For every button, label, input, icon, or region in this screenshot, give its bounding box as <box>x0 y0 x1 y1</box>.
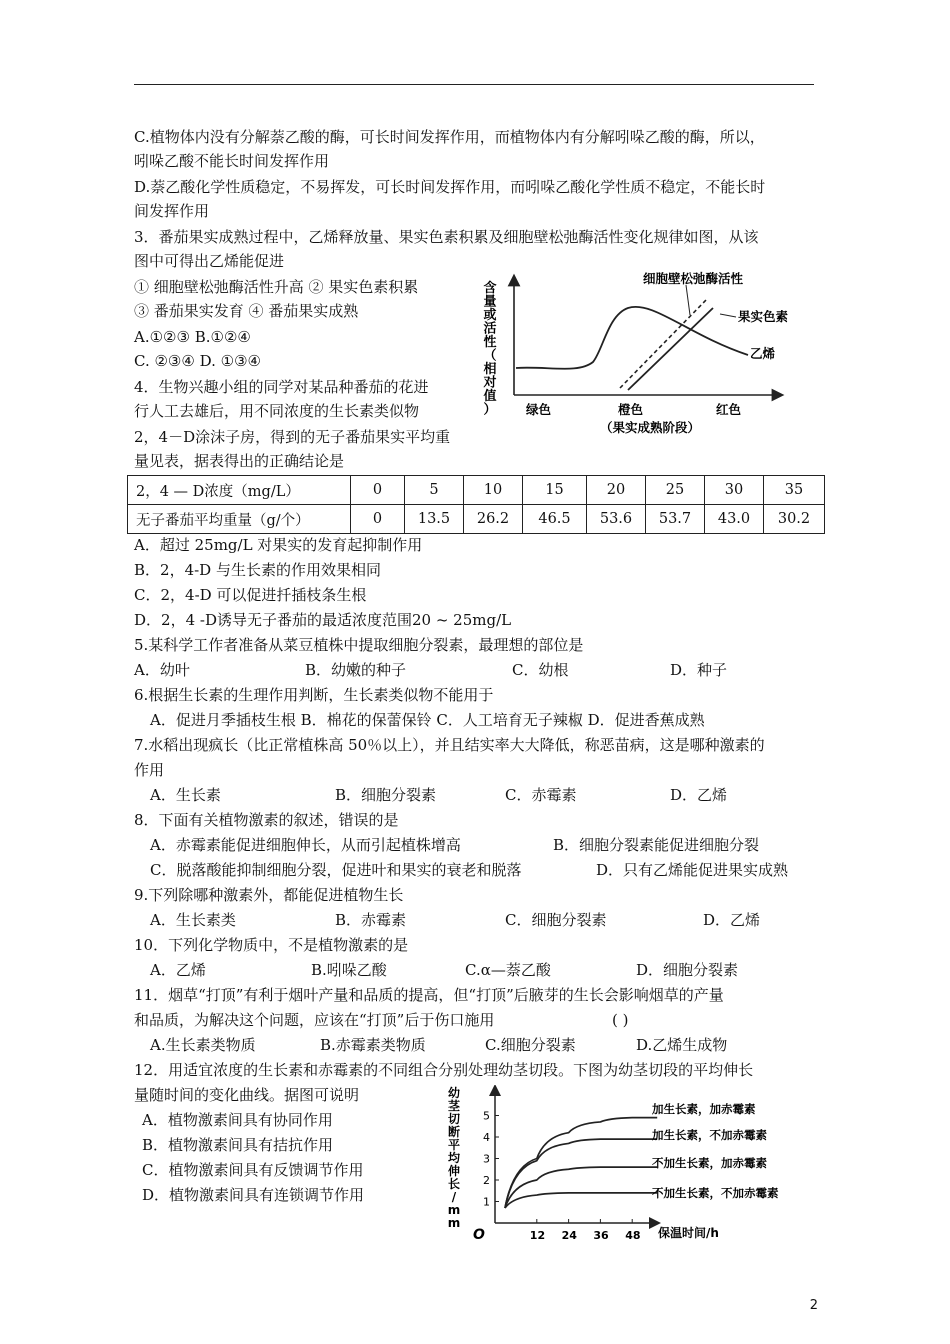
table-cell: 53.6 <box>587 505 646 534</box>
y-axis-label <box>482 280 496 418</box>
question-3-items-1: ① 细胞壁松弛酶活性升高 ② 果实色素积累 <box>134 278 419 296</box>
question-10: 10．下列化学物质中，不是植物激素的是 <box>134 936 409 954</box>
question-4-option-d: D．2，4 -D诱导无子番茄的最适浓度范围20 ~ 25mg/L <box>134 611 512 629</box>
answer-blank: ( ) <box>612 1011 629 1029</box>
y-axis-label-char: （ <box>483 348 497 364</box>
table-cell: 43.0 <box>705 505 764 534</box>
y-axis-label-char: 幼 <box>447 1086 461 1100</box>
option-c-line2: 吲哚乙酸不能长时间发挥作用 <box>134 152 330 170</box>
question-12-option-d: D．植物激素间具有连锁调节作用 <box>142 1186 365 1204</box>
table-cell: 20 <box>587 476 646 505</box>
question-11-option-d: D.乙烯生成物 <box>636 1036 728 1054</box>
y-axis-label-char: 长 <box>447 1177 461 1191</box>
y-axis-label-char: m <box>447 1216 461 1230</box>
y-axis-label-char: 相 <box>483 362 497 377</box>
series-line <box>505 1167 657 1208</box>
table-cell: 30 <box>705 476 764 505</box>
table-row-header: 2，4 — D浓度（mg/L） <box>128 476 351 505</box>
question-12-option-b: B．植物激素间具有拮抗作用 <box>142 1136 334 1154</box>
table-cell: 25 <box>646 476 705 505</box>
question-4-line3: 2，4－D涂沫子房，得到的无子番茄果实平均重 <box>134 428 451 446</box>
question-11-option-b: B.赤霉素类物质 <box>320 1036 426 1054</box>
question-7-line2: 作用 <box>134 761 165 779</box>
table-cell: 5 <box>405 476 464 505</box>
question-3-items-2: ③ 番茄果实发育 ④ 番茄果实成熟 <box>134 302 359 320</box>
question-9-option-d: D．乙烯 <box>703 911 761 929</box>
question-12-line1: 12．用适宜浓度的生长素和赤霉素的不同组合分别处理幼茎切段。下图为幼茎切段的平均伸长 <box>134 1061 754 1079</box>
x-tick-label: 36 <box>593 1229 609 1242</box>
series-label: 不加生长素，不加赤霉素 <box>652 1186 779 1200</box>
data-table <box>127 475 825 534</box>
table-cell: 0 <box>351 476 405 505</box>
question-4-option-a: A．超过 25mg/L 对果实的发育起抑制作用 <box>134 536 423 554</box>
y-tick-label: 5 <box>483 1109 490 1123</box>
question-8-option-d: D．只有乙烯能促进果实成熟 <box>596 861 789 879</box>
question-6-options: A．促进月季插枝生根 B．棉花的保蕾保铃 C．人工培育无子辣椒 D．促进香蕉成熟 <box>150 711 705 729</box>
x-tick-label: O <box>473 1227 485 1243</box>
y-axis-label-char: 切 <box>447 1112 461 1126</box>
question-3-line1: 3．番茄果实成熟过程中，乙烯释放量、果实色素积累及细胞壁松弛酶活性变化规律如图，从该 <box>134 228 759 246</box>
y-axis-label-char: m <box>447 1203 461 1217</box>
table-row <box>128 476 825 505</box>
y-tick-label: 3 <box>483 1152 490 1166</box>
question-7-option-b: B．细胞分裂素 <box>335 786 437 804</box>
ripening-chart <box>478 270 808 445</box>
tick-red: 红色 <box>716 402 742 417</box>
question-3-options-ab: A.①②③ B.①②④ <box>134 328 251 346</box>
question-10-option-c: C.α—萘乙酸 <box>465 961 551 979</box>
question-10-option-a: A．乙烯 <box>150 961 206 979</box>
label-enzyme: 细胞壁松弛酶活性 <box>643 271 744 286</box>
x-axis-label: （果实成熟阶段） <box>600 420 701 435</box>
y-axis-label-char: 断 <box>447 1125 461 1139</box>
question-5-option-d: D．种子 <box>670 661 728 679</box>
question-3-line2: 图中可得出乙烯能促进 <box>134 252 285 270</box>
y-axis-label-char: 活 <box>483 321 497 337</box>
x-tick-label: 12 <box>529 1229 546 1242</box>
question-10-option-b: B.吲哚乙酸 <box>311 961 387 979</box>
question-5-option-c: C．幼根 <box>512 661 569 679</box>
question-11-line1: 11．烟草“打顶”有利于烟叶产量和品质的提高，但“打顶”后腋芽的生长会影响烟草的产量 <box>134 986 724 1004</box>
table-row-header: 无子番茄平均重量（g/个） <box>128 505 351 534</box>
question-11-option-a: A.生长素类物质 <box>150 1036 256 1054</box>
option-d-line2: 间发挥作用 <box>134 202 210 220</box>
table-cell: 46.5 <box>523 505 587 534</box>
series-line <box>505 1118 657 1208</box>
y-axis-label-char: 对 <box>483 375 497 391</box>
y-axis-label-char: 量 <box>483 294 497 310</box>
y-tick-label: 4 <box>483 1131 490 1144</box>
y-axis-label-char: 或 <box>483 308 497 323</box>
y-axis-label-char: 含 <box>483 281 497 296</box>
question-7-option-c: C．赤霉素 <box>505 786 577 804</box>
x-tick-label: 48 <box>625 1229 641 1242</box>
label-ethylene: 乙烯 <box>750 346 776 361</box>
question-5: 5.某科学工作者准备从菜豆植株中提取细胞分裂素，最理想的部位是 <box>134 636 584 654</box>
question-8: 8．下面有关植物激素的叙述，错误的是 <box>134 811 399 829</box>
x-axis-label: 保温时间/h <box>658 1226 719 1240</box>
table-cell: 35 <box>764 476 825 505</box>
y-axis-label-char: ） <box>483 402 497 418</box>
table-cell: 53.7 <box>646 505 705 534</box>
question-4-option-c: C．2，4-D 可以促进扦插枝条生根 <box>134 586 367 604</box>
table-cell: 0 <box>351 505 405 534</box>
question-8-option-a: A．赤霉素能促进细胞伸长，从而引起植株增高 <box>150 836 461 854</box>
tick-orange: 橙色 <box>618 402 644 417</box>
y-axis-label-char: 伸 <box>447 1164 461 1178</box>
x-tick-label: 24 <box>561 1229 577 1242</box>
question-9-option-a: A．生长素类 <box>150 911 236 929</box>
question-5-option-b: B．幼嫩的种子 <box>305 661 407 679</box>
question-4-line4: 量见表，据表得出的正确结论是 <box>134 452 345 470</box>
pigment-line <box>628 308 713 390</box>
series-line <box>505 1139 657 1208</box>
table-row <box>128 505 825 534</box>
enzyme-pointer <box>686 285 690 315</box>
header-rule <box>134 84 814 85</box>
question-4-option-b: B．2，4-D 与生长素的作用效果相同 <box>134 561 381 579</box>
question-12-option-c: C．植物激素间具有反馈调节作用 <box>142 1161 364 1179</box>
question-12-line2: 量随时间的变化曲线。据图可说明 <box>134 1086 360 1104</box>
table-cell: 30.2 <box>764 505 825 534</box>
table-cell: 10 <box>464 476 523 505</box>
y-tick-label: 2 <box>483 1174 490 1187</box>
question-8-option-b: B．细胞分裂素能促进细胞分裂 <box>553 836 760 854</box>
question-5-option-a: A．幼叶 <box>134 661 190 679</box>
label-pigment: 果实色素 <box>738 309 789 324</box>
question-4-line2: 行人工去雄后，用不同浓度的生长素类似物 <box>134 402 420 420</box>
y-axis-label-char: 均 <box>447 1151 461 1165</box>
series-label: 加生长素，不加赤霉素 <box>652 1128 767 1142</box>
elongation-chart <box>440 1085 810 1245</box>
y-axis-label-char: / <box>451 1190 457 1204</box>
tick-green: 绿色 <box>526 402 552 417</box>
question-9: 9.下列除哪种激素外，都能促进植物生长 <box>134 886 404 904</box>
y-axis-label <box>448 1085 461 1230</box>
y-axis-label-char: 值 <box>483 389 497 404</box>
page-number: 2 <box>809 1298 818 1313</box>
series-line <box>505 1193 657 1208</box>
question-7-option-a: A．生长素 <box>150 786 221 804</box>
pigment-pointer <box>720 314 736 317</box>
option-d-line1: D.萘乙酸化学性质稳定，不易挥发，可长时间发挥作用，而吲哚乙酸化学性质不稳定，不能长时 <box>134 178 766 196</box>
table-cell: 13.5 <box>405 505 464 534</box>
table-cell: 26.2 <box>464 505 523 534</box>
question-6: 6.根据生长素的生理作用判断，生长素类似物不能用于 <box>134 686 494 704</box>
y-axis-label-char: 茎 <box>447 1099 461 1113</box>
y-tick-label: 1 <box>483 1195 490 1209</box>
question-7-line1: 7.水稻出现疯长（比正常植株高 50％以上），并且结实率大大降低，称恶苗病，这是哪种激素的 <box>134 736 765 754</box>
question-12-option-a: A．植物激素间具有协同作用 <box>142 1111 333 1129</box>
y-axis-label-char: 性 <box>483 335 497 350</box>
question-11-option-c: C.细胞分裂素 <box>485 1036 576 1054</box>
y-axis-label-char: 平 <box>447 1138 461 1152</box>
question-9-option-b: B．赤霉素 <box>335 911 407 929</box>
question-7-option-d: D．乙烯 <box>670 786 728 804</box>
ethylene-curve <box>516 307 748 369</box>
question-8-option-c: C．脱落酸能抑制细胞分裂，促进叶和果实的衰老和脱落 <box>150 861 522 879</box>
table-cell: 15 <box>523 476 587 505</box>
enzyme-line <box>620 300 706 388</box>
question-3-options-cd: C. ②③④ D. ①③④ <box>134 352 261 370</box>
question-9-option-c: C．细胞分裂素 <box>505 911 607 929</box>
option-c-line1: C.植物体内没有分解萘乙酸的酶，可长时间发挥作用，而植物体内有分解吲哚乙酸的酶，所以， <box>134 128 765 146</box>
question-4-line1: 4．生物兴趣小组的同学对某品种番茄的花进 <box>134 378 429 396</box>
series-label: 不加生长素，加赤霉素 <box>652 1156 767 1170</box>
question-11-line2: 和品质，为解决这个问题，应该在“打顶”后于伤口施用 <box>134 1011 495 1029</box>
question-10-option-d: D．细胞分裂素 <box>636 961 739 979</box>
series-label: 加生长素，加赤霉素 <box>652 1102 756 1116</box>
